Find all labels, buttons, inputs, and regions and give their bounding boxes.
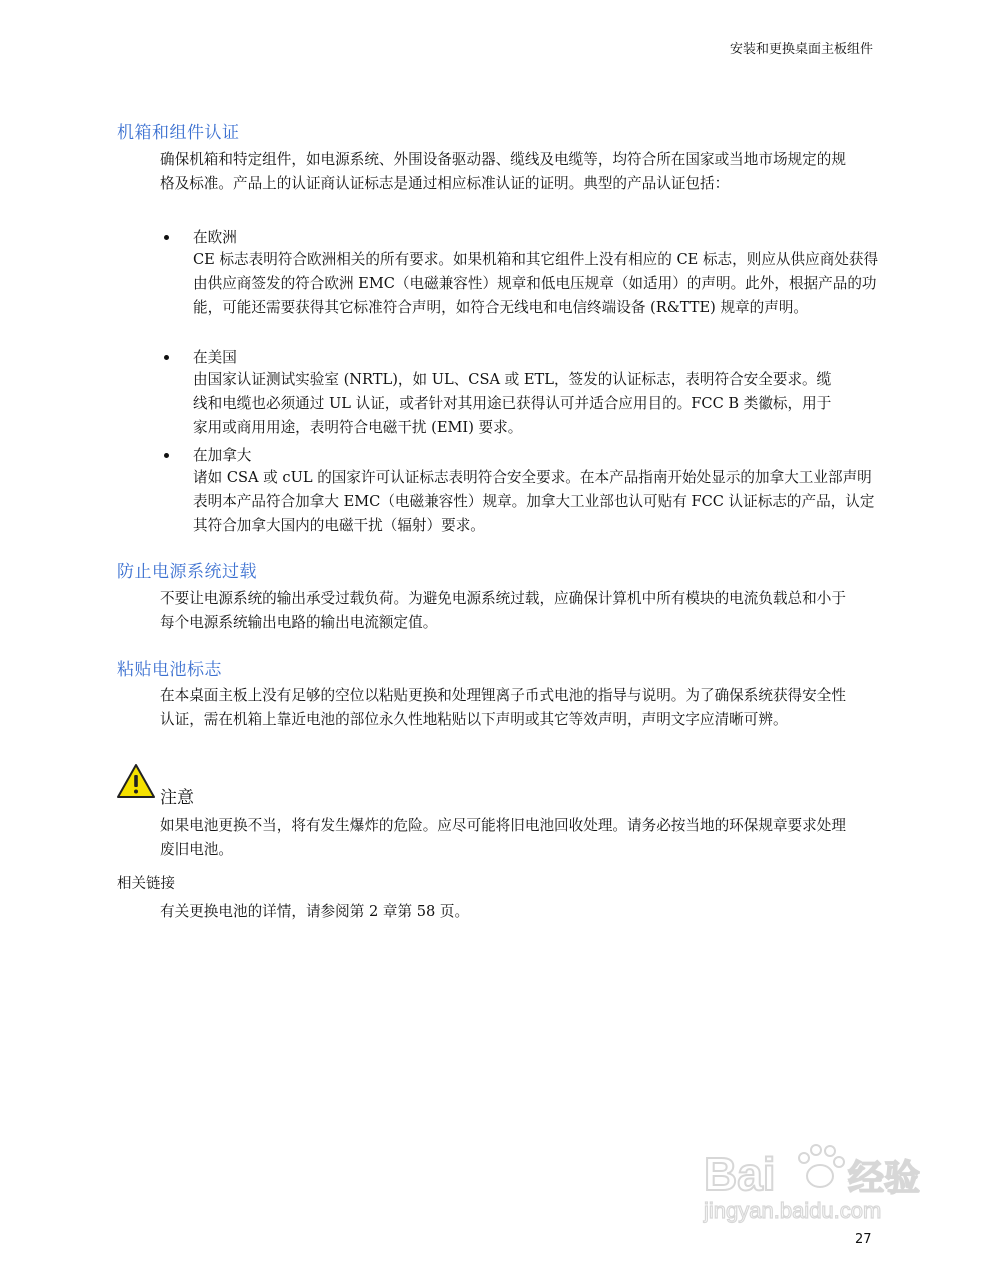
bullet-body: 由国家认证测试实验室 (NRTL)，如 UL、CSA 或 ETL，签发的认证标志，表明符合安全要求。缆线和电缆也必须通过 UL 认证，或者针对其用途已获得认可并适合应用目的。FCC B 类徽标，用于家用或商用用途，表明符合电磁干扰 (EMI) 要求。	[193, 371, 832, 436]
section-heading-certification: 机箱和组件认证	[117, 123, 240, 143]
bullet-dot	[164, 235, 169, 240]
page-number: 27	[855, 1232, 872, 1247]
bullet-body: CE 标志表明符合欧洲相关的所有要求。如果机箱和其它组件上没有相应的 CE 标志，则应从供应商处获得由供应商签发的符合欧洲 EMC（电磁兼容性）规章和低电压规章（如适用）的声明。此外，根据产品的功能，可能还需要获得其它标准符合声明，如符合无线电和电信终端设备 (R&TTE) 规章的声明。	[193, 251, 879, 316]
bullet-title: 在欧洲	[193, 229, 237, 246]
running-header: 安装和更换桌面主板组件	[729, 42, 873, 57]
caution-body: 如果电池更换不当，将有发生爆炸的危险。应尽可能将旧电池回收处理。请务必按当地的环保规章要求处理废旧电池。	[160, 817, 846, 858]
svg-text:经验: 经验	[848, 1158, 921, 1199]
bullet-dot	[164, 355, 169, 360]
bullet-dot	[164, 453, 169, 458]
related-links-heading: 相关链接	[117, 876, 175, 892]
battery-label-body: 在本桌面主板上没有足够的空位以粘贴更换和处理锂离子币式电池的指导与说明。为了确保系统获得安全性认证，需在机箱上靠近电池的部位永久性地粘贴以下声明或其它等效声明，声明文字应清晰可辨。	[160, 687, 846, 728]
bullet-body: 诸如 CSA 或 cUL 的国家许可认证标志表明符合安全要求。在本产品指南开始处显示的加拿大工业部声明表明本产品符合加拿大 EMC（电磁兼容性）规章。加拿大工业部也认可贴有 FCC 认证标志的产品，认定其符合加拿大国内的电磁干扰（辐射）要求。	[193, 469, 875, 534]
svg-text:jingyan.baidu.com: jingyan.baidu.com	[704, 1198, 882, 1223]
section-heading-battery-label: 粘贴电池标志	[117, 660, 222, 680]
svg-text:Bai: Bai	[704, 1148, 776, 1200]
certification-intro: 确保机箱和特定组件，如电源系统、外围设备驱动器、缆线及电缆等，均符合所在国家或当地市场规定的规格及标准。产品上的认证商认证标志是通过相应标准认证的证明。典型的产品认证包括：	[160, 151, 846, 192]
related-links-body: 有关更换电池的详情，请参阅第 2 章第 58 页。	[160, 903, 470, 920]
bullet-title: 在加拿大	[193, 447, 252, 464]
warning-triangle-icon	[116, 763, 156, 799]
baidu-jingyan-watermark-logo	[700, 1138, 950, 1228]
bullet-title: 在美国	[193, 349, 237, 366]
section-heading-overload: 防止电源系统过载	[117, 562, 257, 582]
overload-body: 不要让电源系统的输出承受过载负荷。为避免电源系统过载，应确保计算机中所有模块的电流负载总和小于每个电源系统输出电路的输出电流额定值。	[160, 590, 846, 631]
caution-label: 注意	[160, 788, 194, 808]
